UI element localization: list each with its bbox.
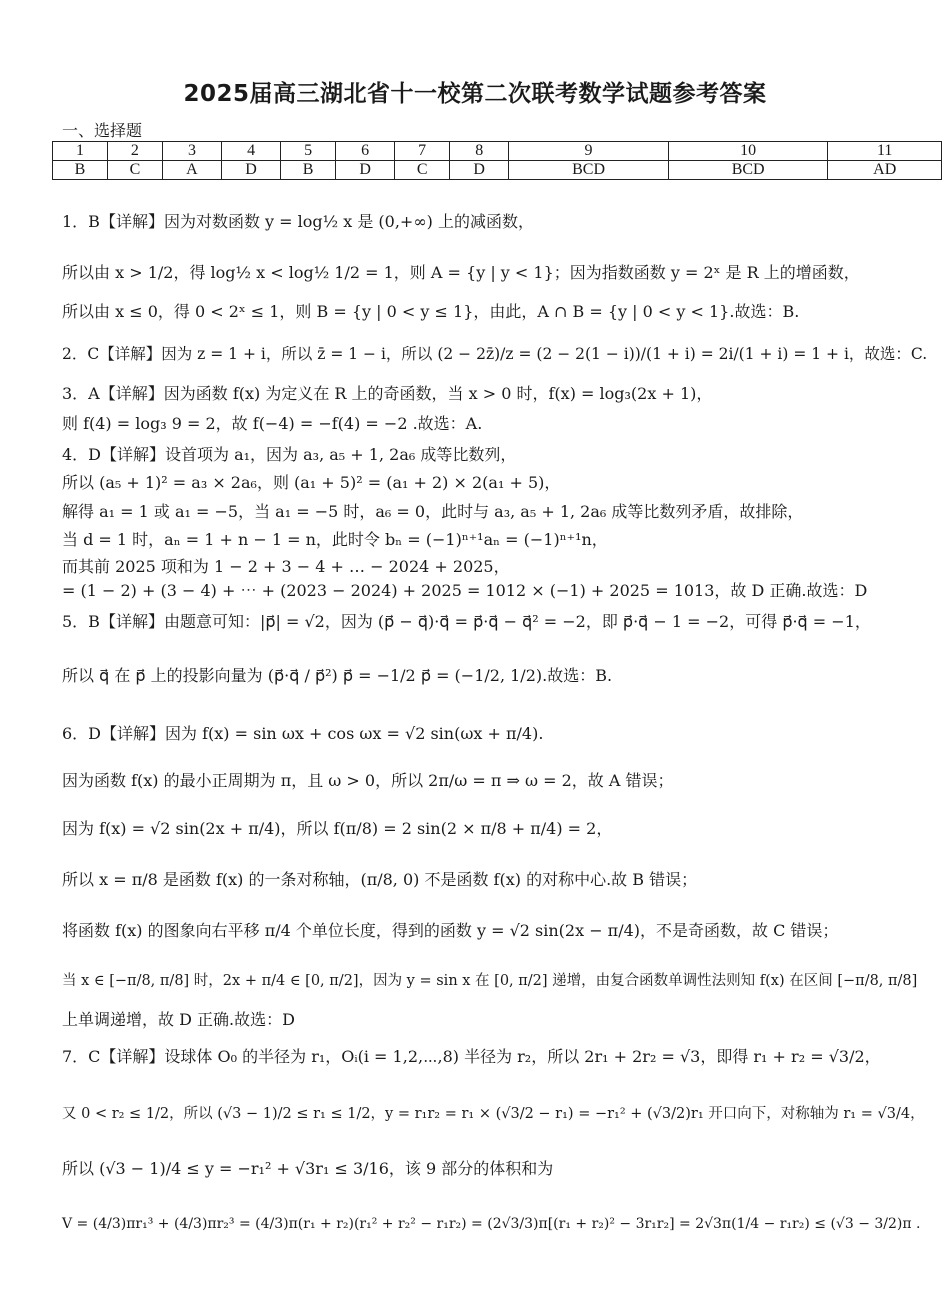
answer-cell: BCD	[668, 161, 828, 180]
solution-line: 1．B【详解】因为对数函数 y = log½ x 是 (0,+∞) 上的减函数，	[62, 212, 534, 231]
answer-cell: AD	[828, 161, 942, 180]
question-number: 8	[450, 142, 509, 161]
solution-line: 解得 a₁ = 1 或 a₁ = −5，当 a₁ = −5 时，a₆ = 0，此时与 a₃, a₅ + 1, 2a₆ 成等比数列矛盾，故排除，	[62, 502, 804, 521]
solution-line: V = (4/3)πr₁³ + (4/3)πr₂³ = (4/3)π(r₁ + r₂)(r₁² + r₂² − r₁r₂) = (2√3/3)π[(r₁ + r₂)² − 3r₁r₂] = 2√3π(1/4 − r₁r₂) ≤ (√3 − 3/2)π .	[62, 1216, 921, 1232]
solution-line: 所以 (a₅ + 1)² = a₃ × 2a₆，则 (a₁ + 5)² = (a₁ + 2) × 2(a₁ + 5)，	[62, 473, 561, 492]
question-number: 11	[828, 142, 942, 161]
solution-line: 将函数 f(x) 的图象向右平移 π/4 个单位长度，得到的函数 y = √2 sin(2x − π/4)，不是奇函数，故 C 错误；	[62, 921, 839, 940]
answer-cell: D	[336, 161, 395, 180]
question-number: 9	[509, 142, 669, 161]
solution-line: 所以由 x ≤ 0，得 0 < 2ˣ ≤ 1，则 B = {y | 0 < y ≤ 1}，由此，A ∩ B = {y | 0 < y < 1}.故选：B.	[62, 302, 800, 321]
answer-cell: C	[107, 161, 162, 180]
solution-line: = (1 − 2) + (3 − 4) + ⋯ + (2023 − 2024) + 2025 = 1012 × (−1) + 2025 = 1013，故 D 正确.故选：D	[62, 581, 868, 600]
question-number: 6	[336, 142, 395, 161]
question-number: 3	[162, 142, 221, 161]
solution-line: 所以由 x > 1/2，得 log½ x < log½ 1/2 = 1，则 A = {y | y < 1}；因为指数函数 y = 2ˣ 是 R 上的增函数，	[62, 263, 860, 282]
question-number-row	[53, 142, 942, 161]
solution-line: 因为函数 f(x) 的最小正周期为 π，且 ω > 0，所以 2π/ω = π ⇒ ω = 2，故 A 错误；	[62, 771, 674, 790]
solution-line: 5．B【详解】由题意可知：|p⃗| = √2，因为 (p⃗ − q⃗)·q⃗ = p⃗·q⃗ − q⃗² = −2，即 p⃗·q⃗ − 1 = −2，可得 p⃗·q⃗ = −1，	[62, 612, 871, 631]
solution-line: 所以 q⃗ 在 p⃗ 上的投影向量为 (p⃗·q⃗ / p⃗²) p⃗ = −1/2 p⃗ = (−1/2, 1/2).故选：B.	[62, 666, 613, 685]
solution-line: 上单调递增，故 D 正确.故选：D	[62, 1010, 295, 1029]
answer-cell: C	[395, 161, 450, 180]
page-title: 2025届高三湖北省十一校第二次联考数学试题参考答案	[183, 81, 767, 107]
question-number: 2	[107, 142, 162, 161]
solution-line: 而其前 2025 项和为 1 − 2 + 3 − 4 + … − 2024 + 2025，	[62, 557, 510, 576]
answer-row	[53, 161, 942, 180]
solution-line: 3．A【详解】因为函数 f(x) 为定义在 R 上的奇函数，当 x > 0 时，f(x) = log₃(2x + 1)，	[62, 384, 713, 403]
question-number: 5	[281, 142, 336, 161]
question-number: 7	[395, 142, 450, 161]
answer-cell: B	[53, 161, 108, 180]
solution-line: 又 0 < r₂ ≤ 1/2，所以 (√3 − 1)/2 ≤ r₁ ≤ 1/2，y = r₁r₂ = r₁ × (√3/2 − r₁) = −r₁² + (√3/2)r₁ 开口向下，对称轴为 r₁ = √3/4，	[62, 1106, 925, 1122]
question-number: 4	[222, 142, 281, 161]
solution-line: 则 f(4) = log₃ 9 = 2，故 f(−4) = −f(4) = −2 .故选：A.	[62, 414, 483, 433]
question-number: 1	[53, 142, 108, 161]
solution-line: 6．D【详解】因为 f(x) = sin ωx + cos ωx = √2 sin(ωx + π/4).	[62, 724, 544, 743]
solution-line: 所以 (√3 − 1)/4 ≤ y = −r₁² + √3r₁ ≤ 3/16，该 9 部分的体积和为	[62, 1159, 554, 1178]
answer-cell: B	[281, 161, 336, 180]
solution-line: 所以 x = π/8 是函数 f(x) 的一条对称轴，(π/8, 0) 不是函数 f(x) 的对称中心.故 B 错误；	[62, 870, 698, 889]
answer-cell: BCD	[509, 161, 669, 180]
section-heading: 一、选择题	[62, 121, 143, 140]
solution-line: 2．C【详解】因为 z = 1 + i，所以 z̄ = 1 − i，所以 (2 − 2z̄)/z = (2 − 2(1 − i))/(1 + i) = 2i/(1 + i) = 1 + i，故选：C.	[62, 345, 928, 363]
answer-cell: D	[222, 161, 281, 180]
solution-line: 因为 f(x) = √2 sin(2x + π/4)，所以 f(π/8) = 2 sin(2 × π/8 + π/4) = 2，	[62, 819, 613, 838]
solution-line: 当 x ∈ [−π/8, π/8] 时，2x + π/4 ∈ [0, π/2]，因为 y = sin x 在 [0, π/2] 递增，由复合函数单调性法则知 f(x) 在区间 [−π/8, π/8]	[62, 973, 918, 989]
solution-line: 当 d = 1 时，aₙ = 1 + n − 1 = n，此时令 bₙ = (−1)ⁿ⁺¹aₙ = (−1)ⁿ⁺¹n，	[62, 530, 608, 549]
question-number: 10	[668, 142, 828, 161]
answer-table	[52, 141, 942, 180]
solution-line: 7．C【详解】设球体 O₀ 的半径为 r₁，Oᵢ(i = 1,2,⋯,8) 半径为 r₂，所以 2r₁ + 2r₂ = √3，即得 r₁ + r₂ = √3/2，	[62, 1047, 881, 1066]
answer-cell: A	[162, 161, 221, 180]
solution-line: 4．D【详解】设首项为 a₁，因为 a₃, a₅ + 1, 2a₆ 成等比数列，	[62, 445, 517, 464]
answer-cell: D	[450, 161, 509, 180]
